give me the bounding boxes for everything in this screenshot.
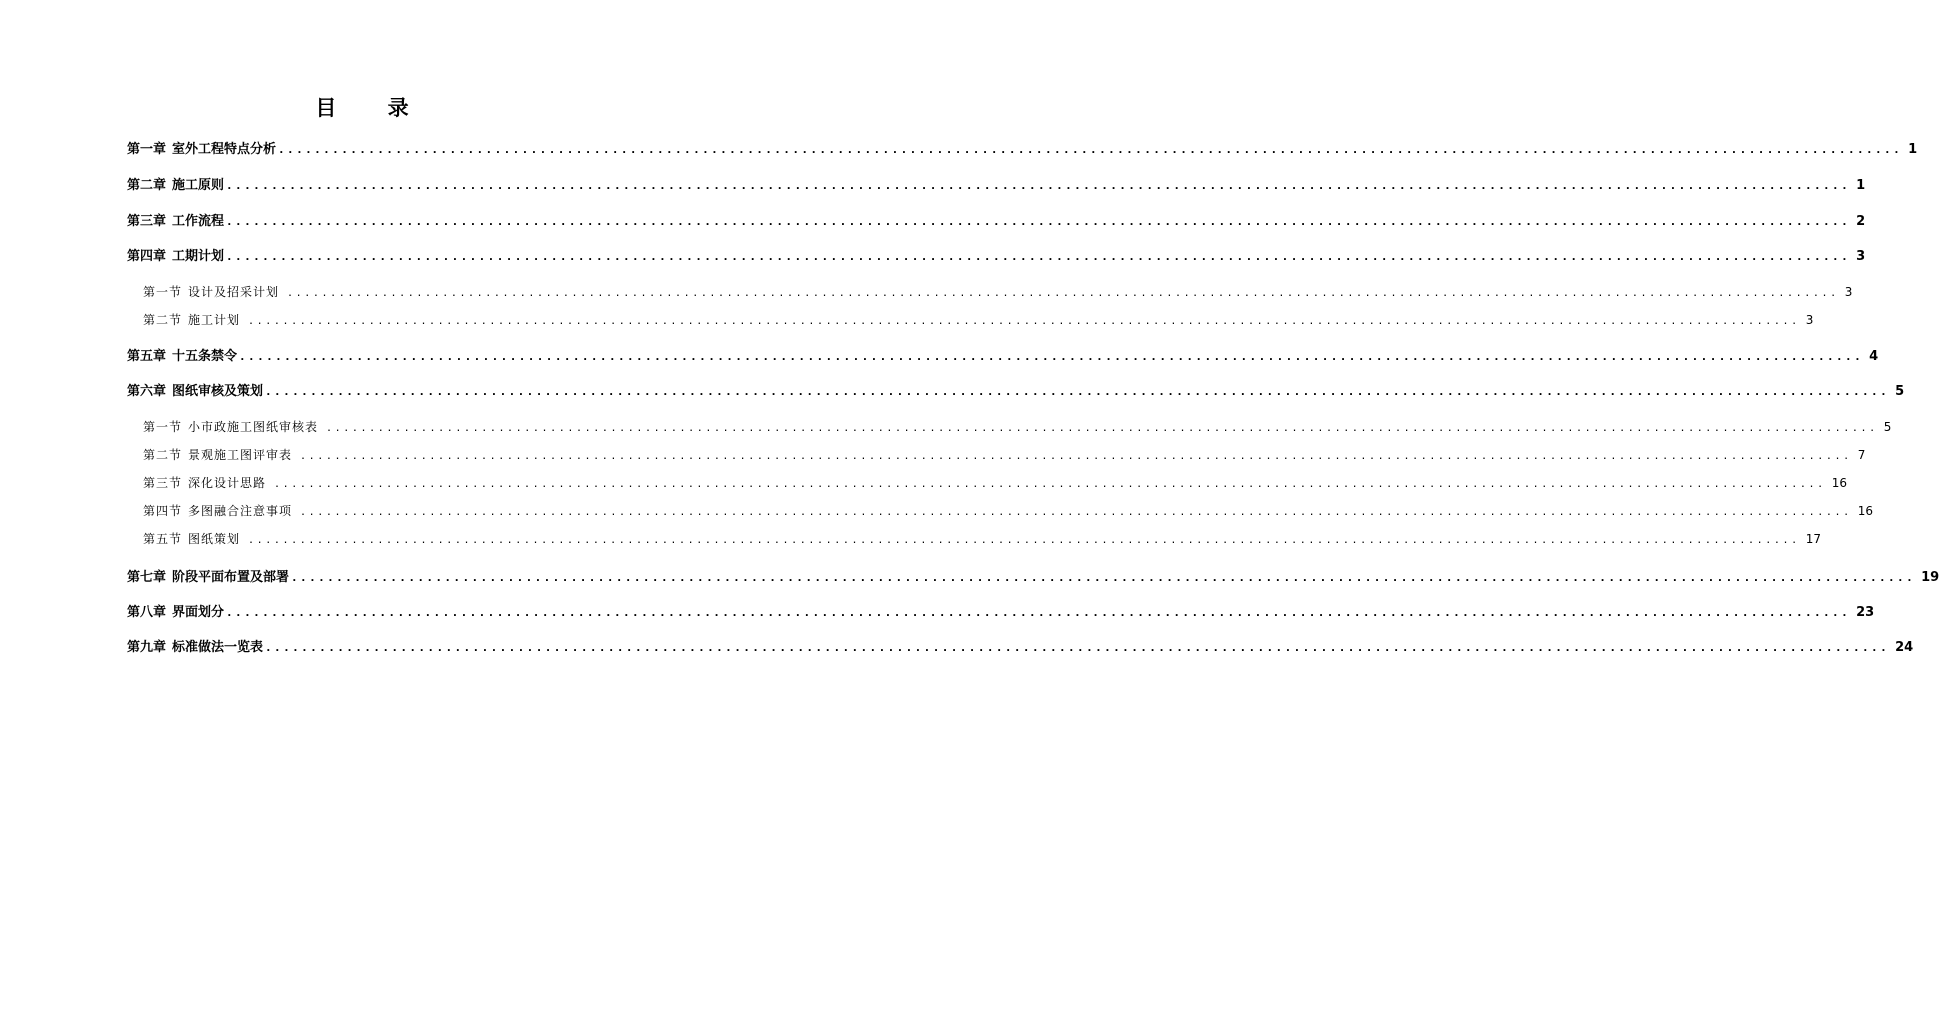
chapter-number: 第八章 <box>127 605 167 620</box>
chapter-number: 第四章 <box>127 249 167 264</box>
chapter-number: 第一章 <box>127 142 167 157</box>
toc-entry-label <box>143 283 279 300</box>
dot-leader: .................................................................................................................................................................................... <box>300 451 1852 462</box>
section-number: 第五节 <box>143 532 183 546</box>
page-number: 3 <box>1856 249 1866 264</box>
chapter-title: 阶段平面布置及部署 <box>172 570 290 585</box>
dot-leader: .................................................................................................................................................................................... <box>291 571 1916 584</box>
page-number: 3 <box>1805 313 1814 327</box>
toc-entry-label <box>127 174 224 193</box>
chapter-title: 十五条禁令 <box>172 349 238 364</box>
page-number: 2 <box>1856 214 1866 229</box>
toc-entry-label <box>127 601 224 620</box>
toc-entry-label <box>127 636 263 655</box>
toc-entry-section-6-5[interactable] <box>143 530 1822 547</box>
toc-entry-label <box>143 530 240 547</box>
page-number: 4 <box>1869 349 1879 364</box>
dot-leader: .................................................................................................................................................................................... <box>226 179 1851 192</box>
toc-entry-label <box>143 502 292 519</box>
dot-leader: .................................................................................................................................................................................... <box>300 507 1852 518</box>
toc-entry-section-6-3[interactable] <box>143 474 1848 491</box>
dot-leader: .................................................................................................................................................................................... <box>287 288 1839 299</box>
toc-entry-label <box>127 210 224 229</box>
section-title: 设计及招采计划 <box>188 285 280 299</box>
page-number: 1 <box>1908 142 1918 157</box>
page-number: 5 <box>1895 384 1905 399</box>
toc-entry-section-4-1[interactable] <box>143 283 1853 300</box>
toc-entry-chapter-8[interactable] <box>127 601 1875 620</box>
toc-entry-label <box>127 380 263 399</box>
toc-entry-label <box>127 138 276 157</box>
chapter-number: 第九章 <box>127 640 167 655</box>
toc-entry-label <box>143 311 240 328</box>
toc-entry-chapter-7[interactable] <box>127 566 1939 585</box>
dot-leader: .................................................................................................................................................................................... <box>239 350 1864 363</box>
dot-leader: .................................................................................................................................................................................... <box>274 479 1826 490</box>
chapter-number: 第七章 <box>127 570 167 585</box>
toc-entry-label <box>143 418 318 435</box>
dot-leader: .................................................................................................................................................................................... <box>226 250 1851 263</box>
dot-leader: .................................................................................................................................................................................... <box>226 606 1851 619</box>
chapter-number: 第三章 <box>127 214 167 229</box>
toc-entry-chapter-4[interactable] <box>127 245 1866 264</box>
page-number: 23 <box>1856 605 1875 620</box>
toc-entry-chapter-9[interactable] <box>127 636 1914 655</box>
page-number: 16 <box>1857 504 1874 518</box>
dot-leader: .................................................................................................................................................................................... <box>326 423 1878 434</box>
toc-entry-section-4-2[interactable] <box>143 311 1814 328</box>
toc-entry-chapter-1[interactable] <box>127 138 1918 157</box>
dot-leader: .................................................................................................................................................................................... <box>265 385 1890 398</box>
dot-leader: .................................................................................................................................................................................... <box>226 215 1851 228</box>
page-number: 16 <box>1831 476 1848 490</box>
chapter-title: 室外工程特点分析 <box>172 142 277 157</box>
toc-entry-section-6-2[interactable] <box>143 446 1866 463</box>
page-number: 17 <box>1805 532 1822 546</box>
page-number: 19 <box>1921 570 1939 585</box>
toc-entry-chapter-2[interactable] <box>127 174 1866 193</box>
page-number: 24 <box>1895 640 1914 655</box>
page-number: 5 <box>1883 420 1892 434</box>
chapter-title: 工作流程 <box>172 214 225 229</box>
section-title: 景观施工图评审表 <box>188 448 293 462</box>
page-number: 1 <box>1856 178 1866 193</box>
toc-entry-section-6-1[interactable] <box>143 418 1892 435</box>
toc-entry-label <box>143 446 292 463</box>
chapter-title: 标准做法一览表 <box>172 640 264 655</box>
toc-entry-label <box>127 566 289 585</box>
dot-leader: .................................................................................................................................................................................... <box>265 641 1890 654</box>
toc-title: 目 录 <box>315 96 431 120</box>
chapter-title: 工期计划 <box>172 249 225 264</box>
toc-entry-chapter-6[interactable] <box>127 380 1905 399</box>
toc-entry-chapter-3[interactable] <box>127 210 1866 229</box>
page-number: 3 <box>1844 285 1853 299</box>
chapter-title: 界面划分 <box>172 605 225 620</box>
section-title: 深化设计思路 <box>188 476 267 490</box>
chapter-number: 第二章 <box>127 178 167 193</box>
chapter-title: 图纸审核及策划 <box>172 384 264 399</box>
section-number: 第四节 <box>143 504 183 518</box>
chapter-number: 第六章 <box>127 384 167 399</box>
section-number: 第三节 <box>143 476 183 490</box>
dot-leader: .................................................................................................................................................................................... <box>248 316 1800 327</box>
section-number: 第二节 <box>143 313 183 327</box>
chapter-number: 第五章 <box>127 349 167 364</box>
section-title: 施工计划 <box>188 313 241 327</box>
section-number: 第一节 <box>143 420 183 434</box>
toc-entry-label <box>127 245 224 264</box>
section-title: 图纸策划 <box>188 532 241 546</box>
dot-leader: .................................................................................................................................................................................... <box>248 535 1800 546</box>
page-number: 7 <box>1857 448 1866 462</box>
section-title: 小市政施工图纸审核表 <box>188 420 319 434</box>
dot-leader: .................................................................................................................................................................................... <box>278 143 1903 156</box>
section-number: 第一节 <box>143 285 183 299</box>
toc-entry-section-6-4[interactable] <box>143 502 1874 519</box>
toc-entry-chapter-5[interactable] <box>127 345 1879 364</box>
chapter-title: 施工原则 <box>172 178 225 193</box>
section-title: 多图融合注意事项 <box>188 504 293 518</box>
toc-entry-label <box>143 474 266 491</box>
section-number: 第二节 <box>143 448 183 462</box>
toc-entry-label <box>127 345 237 364</box>
